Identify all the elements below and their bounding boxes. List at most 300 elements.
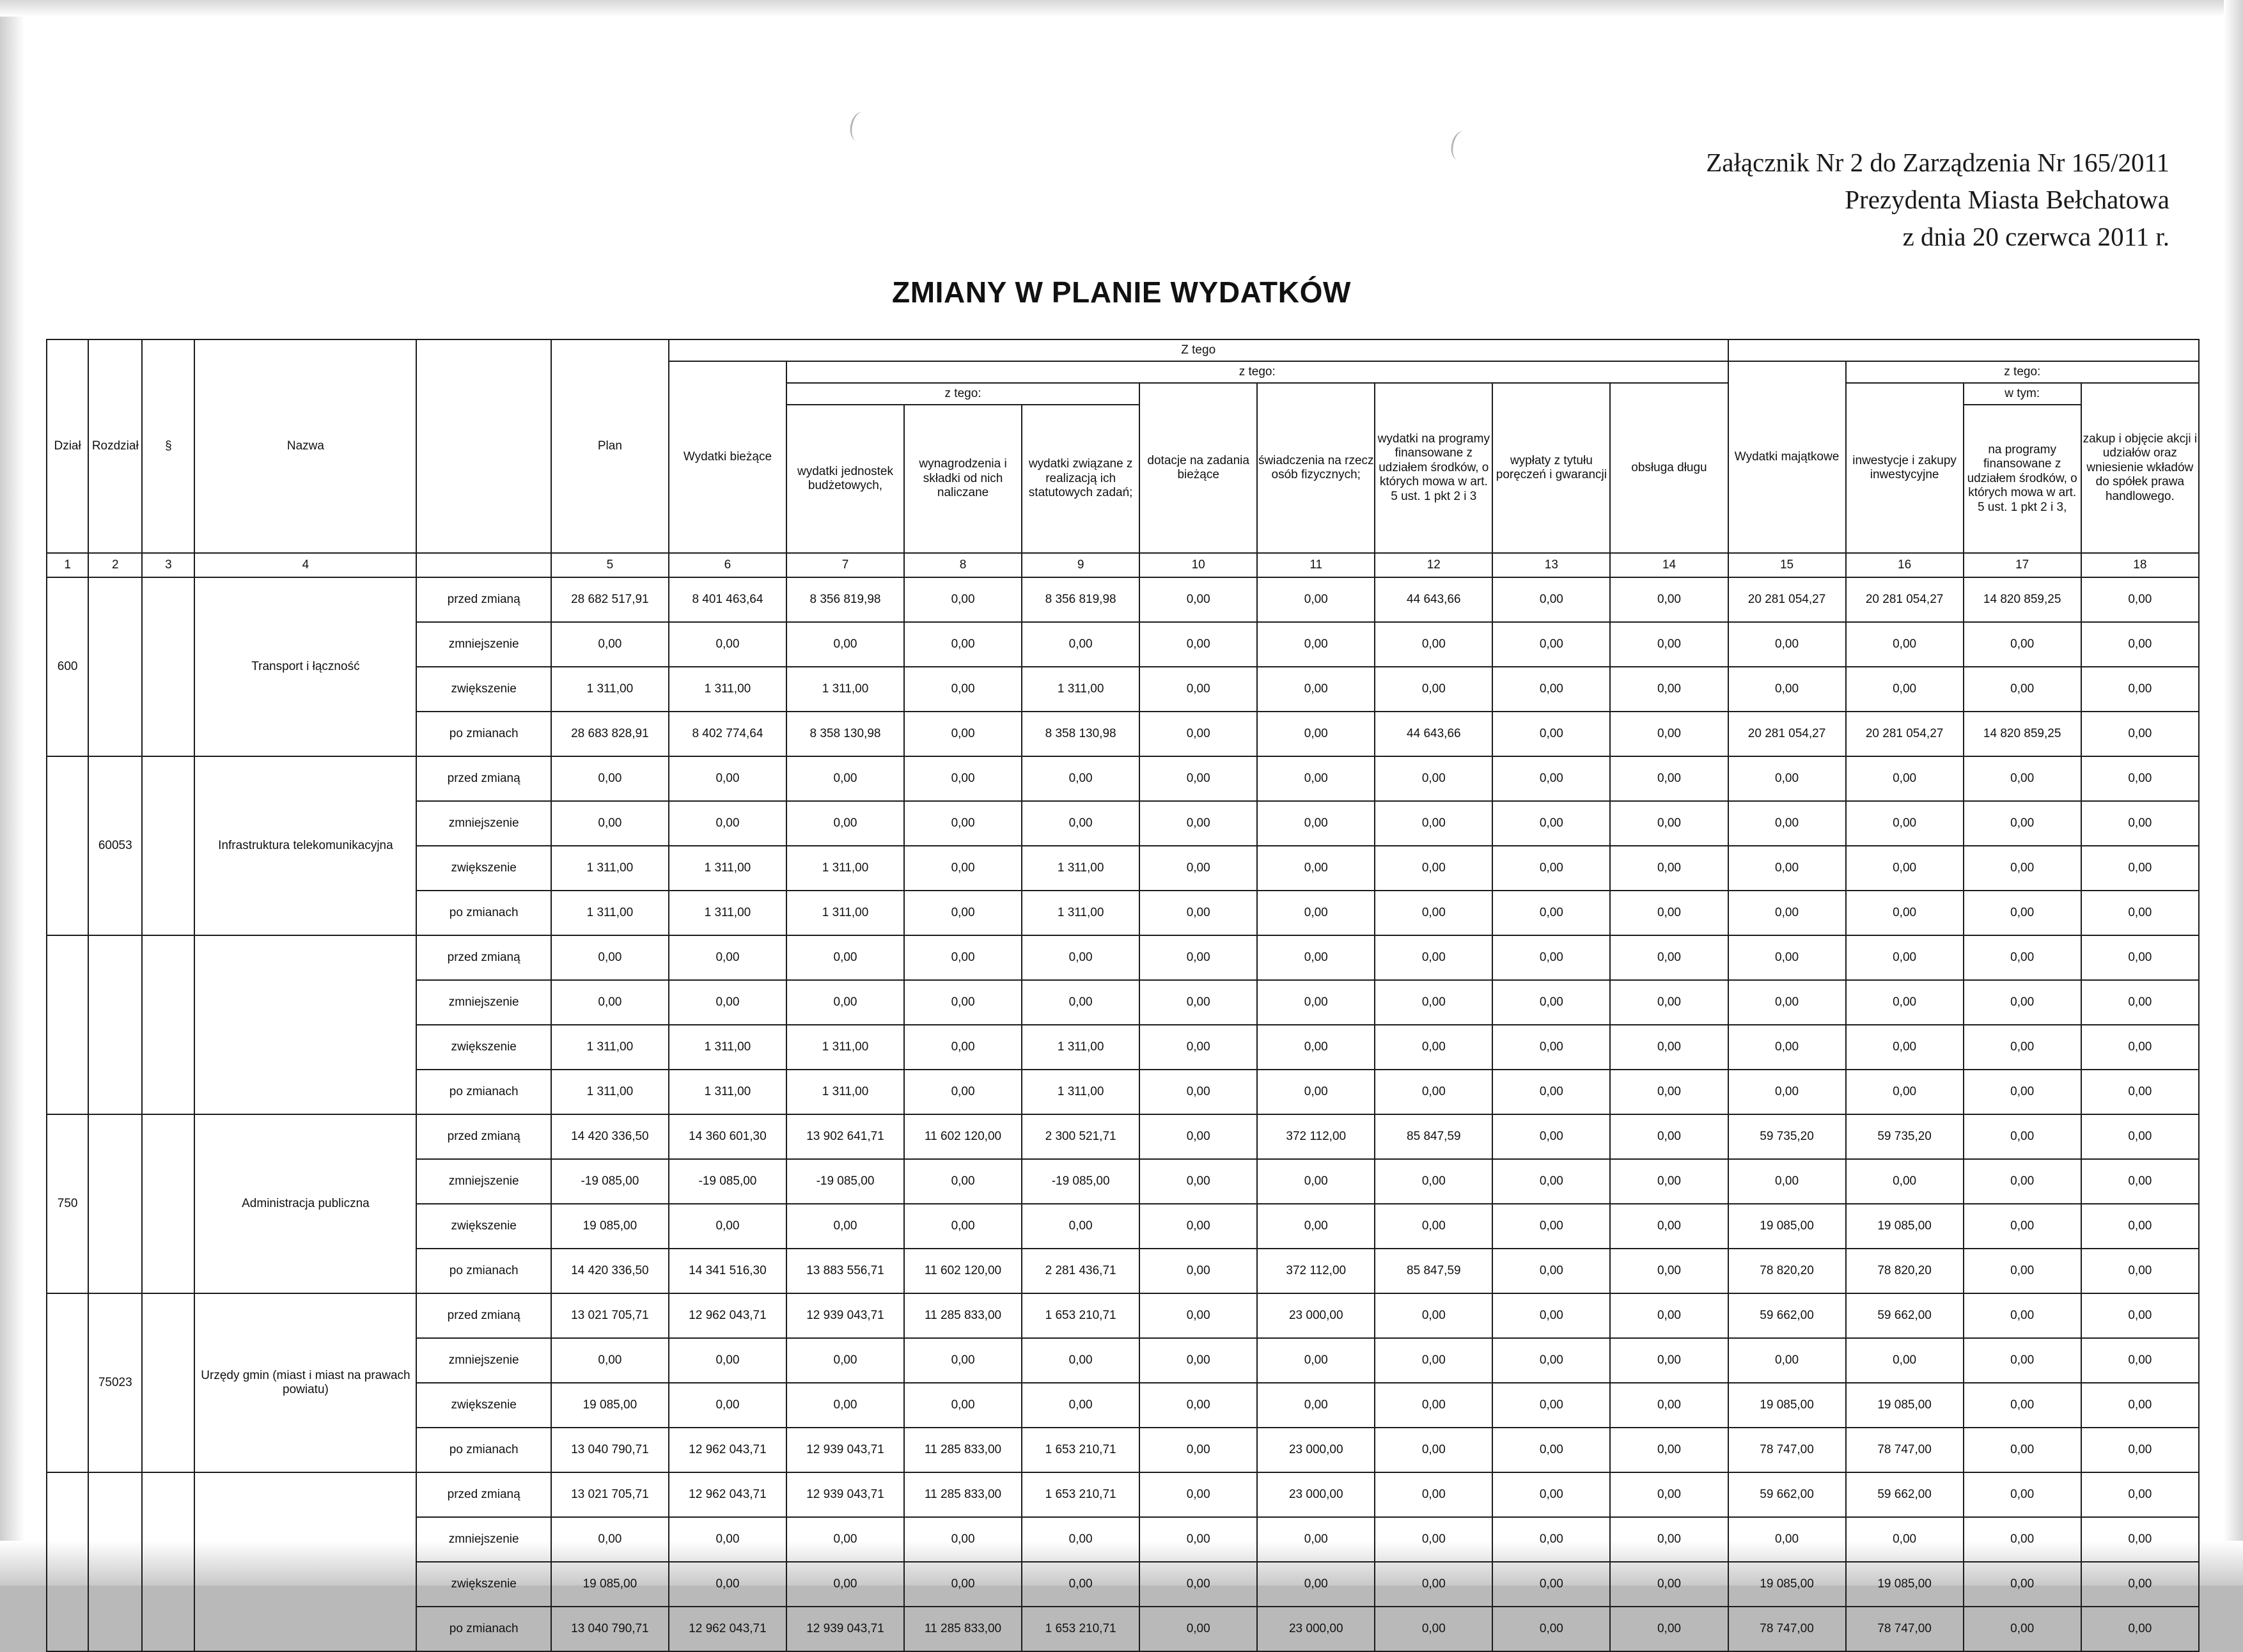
col-number-13: 13	[1492, 553, 1610, 577]
cell-value: 1 311,00	[669, 846, 786, 891]
cell-value: 0,00	[1139, 1114, 1257, 1159]
cell-value: 0,00	[1846, 891, 1964, 935]
cell-value: 0,00	[1022, 1517, 1139, 1562]
cell-paragraf	[142, 935, 194, 1114]
cell-value: 0,00	[786, 1204, 904, 1249]
cell-value: 59 735,20	[1846, 1114, 1964, 1159]
cell-value: 12 962 043,71	[669, 1607, 786, 1651]
cell-value: 0,00	[1610, 1159, 1728, 1204]
cell-value: 0,00	[1964, 1249, 2081, 1293]
cell-value: 0,00	[1375, 756, 1492, 801]
cell-value: 19 085,00	[1728, 1383, 1846, 1428]
cell-value: 0,00	[669, 1517, 786, 1562]
cell-value: 0,00	[669, 801, 786, 846]
cell-value: 0,00	[2081, 891, 2199, 935]
col-number-1: 1	[47, 553, 88, 577]
cell-value: 0,00	[1139, 1607, 1257, 1651]
cell-operation: po zmianach	[416, 712, 551, 756]
table-row	[47, 1293, 2199, 1338]
col-header-wydatki-biezace: Wydatki bieżące	[669, 361, 786, 553]
cell-value: 0,00	[1375, 1338, 1492, 1383]
cell-value: 1 311,00	[551, 1025, 669, 1070]
cell-operation: zmniejszenie	[416, 622, 551, 667]
col-number-9: 9	[1022, 553, 1139, 577]
cell-rozdzial: 60053	[88, 756, 142, 935]
attachment-reference-line-3: z dnia 20 czerwca 2011 r.	[1902, 222, 2169, 252]
cell-value: 1 653 210,71	[1022, 1472, 1139, 1517]
scan-edge-top	[0, 0, 2243, 17]
cell-value: 0,00	[1022, 935, 1139, 980]
cell-value: 0,00	[1610, 980, 1728, 1025]
cell-value: 0,00	[2081, 1070, 2199, 1114]
cell-operation: zmniejszenie	[416, 801, 551, 846]
cell-value: 23 000,00	[1257, 1472, 1375, 1517]
cell-value: 0,00	[904, 622, 1022, 667]
cell-value: 23 000,00	[1257, 1607, 1375, 1651]
cell-value: 19 085,00	[551, 1204, 669, 1249]
cell-value: 0,00	[1139, 577, 1257, 622]
cell-value: 0,00	[1139, 1383, 1257, 1428]
cell-value: 0,00	[1846, 1025, 1964, 1070]
cell-value: 0,00	[1610, 1114, 1728, 1159]
cell-value: 0,00	[1610, 1204, 1728, 1249]
cell-value: 0,00	[1610, 577, 1728, 622]
cell-value: 0,00	[1492, 1159, 1610, 1204]
cell-value: 0,00	[2081, 1338, 2199, 1383]
group-header-w-tym: w tym:	[1964, 383, 2081, 405]
table-row	[47, 1114, 2199, 1159]
cell-value: 0,00	[1728, 1025, 1846, 1070]
col-number-5: 5	[551, 553, 669, 577]
cell-value: 0,00	[1257, 577, 1375, 622]
cell-value: 0,00	[1375, 1159, 1492, 1204]
cell-operation: zwiększenie	[416, 1383, 551, 1428]
cell-value: 0,00	[1610, 1338, 1728, 1383]
cell-value: 0,00	[904, 1517, 1022, 1562]
cell-value: 0,00	[1375, 1428, 1492, 1472]
cell-value: 0,00	[904, 1159, 1022, 1204]
cell-value: 0,00	[2081, 1114, 2199, 1159]
cell-value: 0,00	[1964, 1070, 2081, 1114]
group-header-spacer	[1728, 339, 2199, 361]
cell-value: 0,00	[551, 1517, 669, 1562]
cell-operation: po zmianach	[416, 1428, 551, 1472]
scan-edge-left	[0, 0, 24, 1586]
cell-value: 0,00	[1964, 1338, 2081, 1383]
cell-value: 0,00	[1846, 667, 1964, 712]
cell-value: 0,00	[1257, 667, 1375, 712]
cell-value: 0,00	[1257, 846, 1375, 891]
cell-value: 0,00	[1257, 935, 1375, 980]
attachment-reference-line-2: Prezydenta Miasta Bełchatowa	[1845, 185, 2169, 215]
cell-value: 11 285 833,00	[904, 1607, 1022, 1651]
col-header-wydatki-jednostek: wydatki jednostek budżetowych,	[786, 405, 904, 553]
cell-value: 0,00	[1964, 1517, 2081, 1562]
cell-value: 1 311,00	[551, 891, 669, 935]
cell-value: 0,00	[786, 1338, 904, 1383]
cell-value: 0,00	[551, 801, 669, 846]
cell-value: 0,00	[1139, 935, 1257, 980]
cell-value: 0,00	[1610, 1293, 1728, 1338]
cell-value: 78 747,00	[1728, 1428, 1846, 1472]
cell-value: 0,00	[1492, 935, 1610, 980]
cell-operation: przed zmianą	[416, 756, 551, 801]
cell-operation: zwiększenie	[416, 1204, 551, 1249]
cell-value: 0,00	[904, 801, 1022, 846]
expenditure-plan-table	[46, 339, 2200, 1652]
cell-value: 0,00	[1375, 1472, 1492, 1517]
cell-value: 1 653 210,71	[1022, 1293, 1139, 1338]
cell-operation: zmniejszenie	[416, 1338, 551, 1383]
cell-value: 0,00	[1610, 1025, 1728, 1070]
cell-value: 0,00	[669, 1204, 786, 1249]
cell-value: -19 085,00	[1022, 1159, 1139, 1204]
table-row	[47, 935, 2199, 980]
cell-value: 0,00	[1610, 1383, 1728, 1428]
cell-value: 0,00	[1375, 980, 1492, 1025]
cell-value: 0,00	[1139, 846, 1257, 891]
col-header-plan: Plan	[551, 339, 669, 553]
cell-value: 0,00	[1964, 1204, 2081, 1249]
cell-value: 0,00	[1964, 622, 2081, 667]
group-header-z-tego-top: Z tego	[669, 339, 1728, 361]
col-header-swiadczenia: świadczenia na rzecz osób fizycznych;	[1257, 383, 1375, 553]
cell-value: 0,00	[1964, 935, 2081, 980]
cell-dzial	[47, 1472, 88, 1651]
cell-value: 0,00	[1139, 667, 1257, 712]
cell-value: 0,00	[1964, 1159, 2081, 1204]
cell-value: 0,00	[1728, 1338, 1846, 1383]
cell-value: 0,00	[2081, 1025, 2199, 1070]
cell-value: 59 662,00	[1728, 1293, 1846, 1338]
cell-value: 20 281 054,27	[1728, 712, 1846, 756]
cell-value: 44 643,66	[1375, 577, 1492, 622]
cell-value: 0,00	[1492, 1070, 1610, 1114]
col-header-nazwa: Nazwa	[194, 339, 416, 553]
cell-value: 0,00	[1492, 577, 1610, 622]
cell-value: 8 358 130,98	[786, 712, 904, 756]
cell-value: 0,00	[904, 667, 1022, 712]
document-header	[1706, 144, 2169, 256]
group-header-z-tego-mid: z tego:	[786, 361, 1728, 383]
cell-value: 0,00	[1492, 1607, 1610, 1651]
cell-value: 1 311,00	[1022, 1025, 1139, 1070]
cell-operation: zwiększenie	[416, 667, 551, 712]
punch-hole-mark	[1449, 129, 1473, 162]
cell-operation: po zmianach	[416, 891, 551, 935]
col-header-rozdzial: Rozdział	[88, 339, 142, 553]
cell-value: 0,00	[2081, 1428, 2199, 1472]
cell-value: 19 085,00	[1846, 1562, 1964, 1607]
cell-value: 1 311,00	[669, 1025, 786, 1070]
cell-value: 0,00	[1139, 891, 1257, 935]
cell-value: 0,00	[1257, 1562, 1375, 1607]
cell-value: 0,00	[1964, 1114, 2081, 1159]
group-header-z-tego-right: z tego:	[1846, 361, 2199, 383]
cell-value: 0,00	[1492, 1383, 1610, 1428]
cell-value: 11 285 833,00	[904, 1428, 1022, 1472]
cell-value: 1 311,00	[786, 1070, 904, 1114]
cell-value: 0,00	[1728, 667, 1846, 712]
col-number-18: 18	[2081, 553, 2199, 577]
cell-value: 1 311,00	[786, 891, 904, 935]
cell-operation: zwiększenie	[416, 846, 551, 891]
cell-value: 12 962 043,71	[669, 1472, 786, 1517]
cell-value: 28 682 517,91	[551, 577, 669, 622]
cell-value: 0,00	[904, 846, 1022, 891]
cell-operation: przed zmianą	[416, 1114, 551, 1159]
cell-value: 0,00	[1139, 756, 1257, 801]
cell-value: 0,00	[1139, 712, 1257, 756]
cell-value: 0,00	[2081, 1293, 2199, 1338]
cell-value: 0,00	[1610, 935, 1728, 980]
cell-value: 0,00	[1139, 1249, 1257, 1293]
cell-value: 13 902 641,71	[786, 1114, 904, 1159]
cell-value: 1 653 210,71	[1022, 1607, 1139, 1651]
cell-value: 0,00	[2081, 1562, 2199, 1607]
cell-value: 8 358 130,98	[1022, 712, 1139, 756]
cell-value: 0,00	[1728, 801, 1846, 846]
col-number-10: 10	[1139, 553, 1257, 577]
cell-value: 0,00	[1257, 980, 1375, 1025]
cell-value: 0,00	[1139, 1025, 1257, 1070]
cell-value: 0,00	[1257, 891, 1375, 935]
cell-value: 0,00	[1257, 712, 1375, 756]
cell-value: 0,00	[1375, 667, 1492, 712]
cell-value: 0,00	[1139, 1204, 1257, 1249]
cell-value: 0,00	[669, 1338, 786, 1383]
table-row	[47, 1472, 2199, 1517]
cell-value: 0,00	[1375, 846, 1492, 891]
cell-value: 0,00	[1964, 1607, 2081, 1651]
col-number-8: 8	[904, 553, 1022, 577]
cell-value: 0,00	[1257, 1070, 1375, 1114]
cell-value: 0,00	[1846, 1338, 1964, 1383]
cell-value: 0,00	[1964, 1025, 2081, 1070]
cell-value: 28 683 828,91	[551, 712, 669, 756]
cell-value: 1 311,00	[786, 1025, 904, 1070]
cell-value: 19 085,00	[551, 1383, 669, 1428]
attachment-reference-line-1: Załącznik Nr 2 do Zarządzenia Nr 165/2011	[1706, 148, 2169, 177]
cell-value: 0,00	[1375, 1293, 1492, 1338]
cell-value: 0,00	[1492, 891, 1610, 935]
cell-value: 0,00	[2081, 1517, 2199, 1562]
cell-value: 0,00	[1022, 1338, 1139, 1383]
cell-value: 0,00	[1375, 622, 1492, 667]
cell-value: 0,00	[1610, 891, 1728, 935]
cell-value: 13 021 705,71	[551, 1472, 669, 1517]
cell-operation: zmniejszenie	[416, 980, 551, 1025]
cell-value: 78 820,20	[1846, 1249, 1964, 1293]
cell-value: 0,00	[786, 622, 904, 667]
cell-value: 20 281 054,27	[1846, 712, 1964, 756]
cell-value: 0,00	[1139, 1293, 1257, 1338]
col-number-3: 3	[142, 553, 194, 577]
table-body	[47, 577, 2199, 1651]
cell-value: 0,00	[1492, 1428, 1610, 1472]
cell-value: 0,00	[1492, 1338, 1610, 1383]
col-header-zakup-akcji: zakup i objęcie akcji i udziałów oraz wniesienie wkładów do spółek prawa handlowego.	[2081, 383, 2199, 553]
cell-value: 0,00	[1728, 622, 1846, 667]
cell-value: 8 356 819,98	[786, 577, 904, 622]
cell-operation: po zmianach	[416, 1070, 551, 1114]
cell-value: 0,00	[904, 1562, 1022, 1607]
cell-value: 8 401 463,64	[669, 577, 786, 622]
cell-nazwa	[194, 1472, 416, 1651]
cell-value: 0,00	[1139, 1562, 1257, 1607]
cell-value: 19 085,00	[1728, 1204, 1846, 1249]
cell-value: 0,00	[786, 1562, 904, 1607]
col-number-16: 16	[1846, 553, 1964, 577]
cell-value: 0,00	[1728, 935, 1846, 980]
cell-value: 0,00	[669, 1562, 786, 1607]
col-number-14: 14	[1610, 553, 1728, 577]
cell-value: 0,00	[1492, 1472, 1610, 1517]
cell-value: 0,00	[1610, 1249, 1728, 1293]
cell-value: 0,00	[904, 1070, 1022, 1114]
cell-dzial: 750	[47, 1114, 88, 1293]
cell-value: 0,00	[2081, 1472, 2199, 1517]
cell-value: 0,00	[1964, 1383, 2081, 1428]
cell-rozdzial	[88, 935, 142, 1114]
cell-value: 14 360 601,30	[669, 1114, 786, 1159]
cell-value: 0,00	[2081, 1204, 2199, 1249]
cell-value: 2 281 436,71	[1022, 1249, 1139, 1293]
cell-value: 0,00	[2081, 846, 2199, 891]
cell-value: 0,00	[1375, 801, 1492, 846]
cell-value: -19 085,00	[551, 1159, 669, 1204]
scan-edge-right	[2224, 0, 2243, 1586]
cell-value: 0,00	[904, 1383, 1022, 1428]
cell-value: 0,00	[904, 1204, 1022, 1249]
col-header-paragraf: §	[142, 339, 194, 553]
cell-value: 0,00	[786, 1383, 904, 1428]
col-header-wydatki-majatkowe: Wydatki majątkowe	[1728, 361, 1846, 553]
cell-value: 0,00	[1964, 980, 2081, 1025]
cell-value: 0,00	[904, 756, 1022, 801]
cell-value: 0,00	[1257, 1204, 1375, 1249]
cell-operation: po zmianach	[416, 1249, 551, 1293]
col-number-2: 2	[88, 553, 142, 577]
cell-value: 0,00	[2081, 801, 2199, 846]
cell-paragraf	[142, 1472, 194, 1651]
cell-dzial: 600	[47, 577, 88, 756]
cell-value: 0,00	[1257, 1517, 1375, 1562]
cell-value: 19 085,00	[551, 1562, 669, 1607]
cell-value: 14 420 336,50	[551, 1249, 669, 1293]
col-number-15: 15	[1728, 553, 1846, 577]
cell-value: 0,00	[786, 980, 904, 1025]
cell-value: 14 420 336,50	[551, 1114, 669, 1159]
cell-value: 0,00	[551, 622, 669, 667]
cell-value: 14 341 516,30	[669, 1249, 786, 1293]
cell-value: 0,00	[551, 756, 669, 801]
cell-value: 372 112,00	[1257, 1114, 1375, 1159]
cell-value: 0,00	[1492, 1517, 1610, 1562]
cell-dzial	[47, 1293, 88, 1472]
cell-value: 0,00	[2081, 756, 2199, 801]
cell-value: 0,00	[669, 935, 786, 980]
cell-value: 0,00	[1257, 1338, 1375, 1383]
table-row	[47, 756, 2199, 801]
cell-value: 0,00	[1610, 1607, 1728, 1651]
cell-value: 12 962 043,71	[669, 1293, 786, 1338]
cell-value: 0,00	[1139, 1517, 1257, 1562]
cell-value: 85 847,59	[1375, 1249, 1492, 1293]
cell-value: 13 040 790,71	[551, 1607, 669, 1651]
cell-value: 0,00	[904, 1025, 1022, 1070]
cell-value: 0,00	[1492, 1293, 1610, 1338]
cell-value: 0,00	[1139, 1070, 1257, 1114]
cell-value: 0,00	[1257, 801, 1375, 846]
cell-value: 0,00	[669, 980, 786, 1025]
col-header-operation-blank	[416, 339, 551, 553]
cell-operation: przed zmianą	[416, 1293, 551, 1338]
cell-value: 0,00	[1964, 1428, 2081, 1472]
cell-value: 0,00	[1610, 622, 1728, 667]
cell-value: 12 939 043,71	[786, 1293, 904, 1338]
cell-value: 0,00	[2081, 1607, 2199, 1651]
cell-paragraf	[142, 1293, 194, 1472]
cell-value: 0,00	[1846, 801, 1964, 846]
cell-value: 78 747,00	[1846, 1607, 1964, 1651]
cell-value: 0,00	[551, 935, 669, 980]
cell-value: 0,00	[1139, 801, 1257, 846]
cell-value: 1 311,00	[1022, 846, 1139, 891]
cell-value: 1 311,00	[669, 1070, 786, 1114]
cell-value: 0,00	[1022, 1383, 1139, 1428]
cell-value: 0,00	[1610, 1472, 1728, 1517]
col-header-programy-majatkowe: na programy finansowane z udziałem środków, o których mowa w art. 5 ust. 1 pkt 2 i 3,	[1964, 405, 2081, 553]
cell-paragraf	[142, 577, 194, 756]
cell-value: 0,00	[1492, 712, 1610, 756]
cell-value: 0,00	[904, 980, 1022, 1025]
table-row	[47, 577, 2199, 622]
cell-value: 0,00	[1492, 622, 1610, 667]
cell-value: 78 747,00	[1846, 1428, 1964, 1472]
cell-value: 0,00	[1728, 1159, 1846, 1204]
cell-value: 1 653 210,71	[1022, 1428, 1139, 1472]
cell-value: 0,00	[1610, 712, 1728, 756]
cell-value: 12 962 043,71	[669, 1428, 786, 1472]
cell-value: 0,00	[2081, 935, 2199, 980]
col-number-11: 11	[1257, 553, 1375, 577]
cell-value: -19 085,00	[669, 1159, 786, 1204]
cell-value: 14 820 859,25	[1964, 577, 2081, 622]
cell-value: 0,00	[2081, 712, 2199, 756]
cell-dzial	[47, 935, 88, 1114]
cell-value: 1 311,00	[786, 846, 904, 891]
cell-operation: zwiększenie	[416, 1562, 551, 1607]
cell-value: 0,00	[1375, 935, 1492, 980]
cell-value: 0,00	[1257, 622, 1375, 667]
cell-value: 0,00	[1964, 667, 2081, 712]
cell-value: 11 602 120,00	[904, 1249, 1022, 1293]
cell-value: 12 939 043,71	[786, 1472, 904, 1517]
col-number-17: 17	[1964, 553, 2081, 577]
cell-value: 0,00	[904, 891, 1022, 935]
col-header-dzial: Dział	[47, 339, 88, 553]
cell-value: 12 939 043,71	[786, 1428, 904, 1472]
cell-rozdzial	[88, 1114, 142, 1293]
cell-value: 0,00	[904, 577, 1022, 622]
col-header-programy-biezace: wydatki na programy finansowane z udziałem środków, o których mowa w art. 5 ust. 1 pkt 2 i 3	[1375, 383, 1492, 553]
cell-value: 59 662,00	[1846, 1293, 1964, 1338]
cell-value: 0,00	[1139, 1428, 1257, 1472]
cell-value: 44 643,66	[1375, 712, 1492, 756]
cell-value: 1 311,00	[551, 1070, 669, 1114]
cell-value: 0,00	[1022, 1562, 1139, 1607]
